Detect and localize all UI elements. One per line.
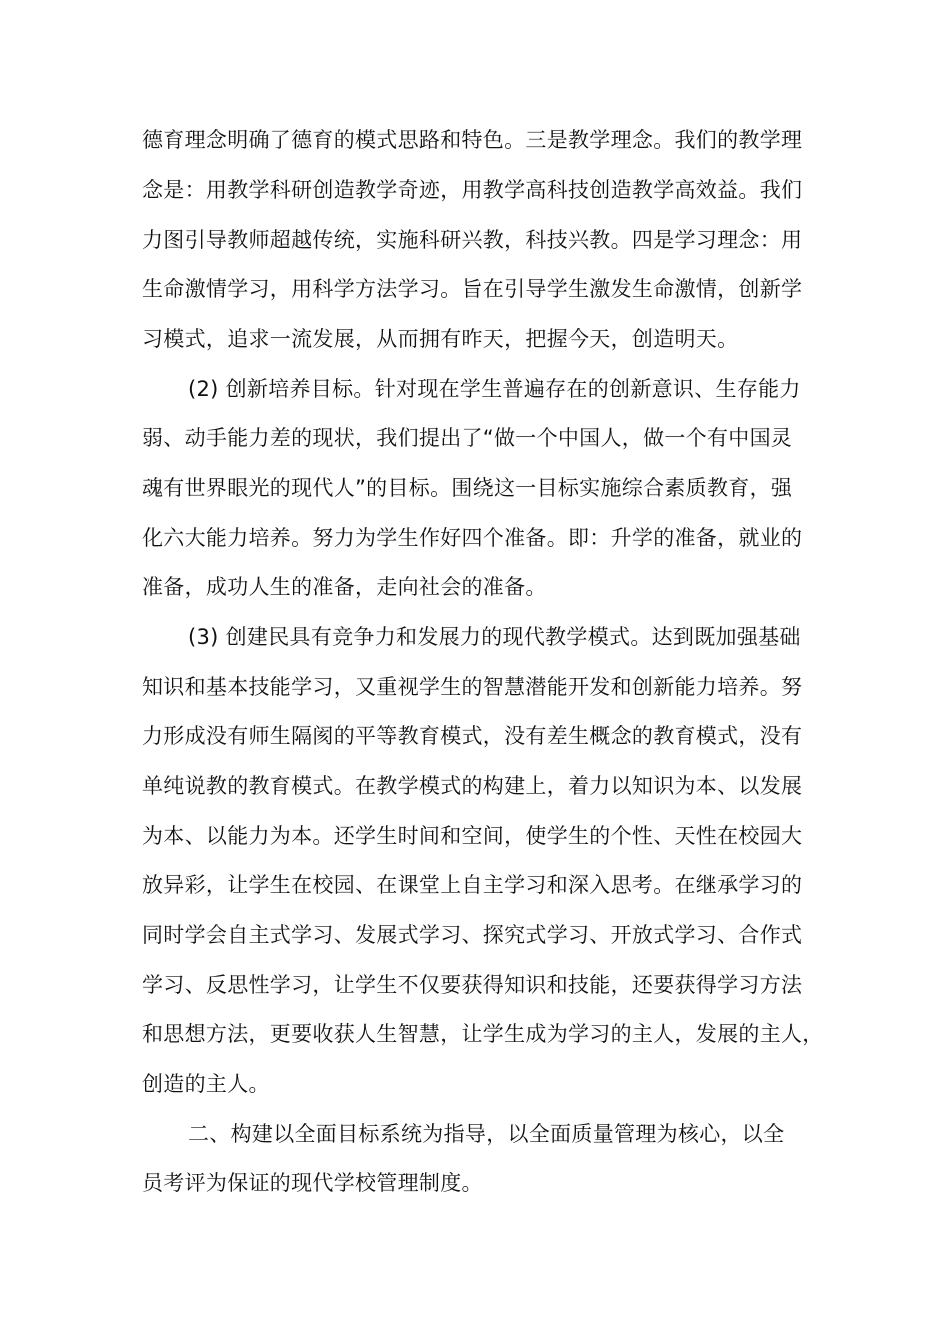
text-line: 力形成没有师生隔阂的平等教育模式，没有差生概念的教育模式，没有: [142, 724, 803, 748]
text-line: 魂有世界眼光的现代人”的目标。围绕这一目标实施综合素质教育，强: [142, 476, 793, 500]
text-line: 单纯说教的教育模式。在教学模式的构建上，着力以知识为本、以发展: [142, 774, 803, 798]
text-line: 创造的主人。: [142, 1072, 270, 1096]
text-line: 放异彩，让学生在校园、在课堂上自主学习和深入思考。在继承学习的: [142, 873, 803, 897]
section-heading-line: 二、构建以全面目标系统为指导，以全面质量管理为核心，以全: [188, 1122, 785, 1146]
text-line: 为本、以能力为本。还学生时间和空间，使学生的个性、天性在校园大: [142, 824, 803, 848]
paragraph-start-line: (3) 创建民具有竞争力和发展力的现代教学模式。达到既加强基础: [188, 625, 801, 649]
text-line: 德育理念明确了德育的模式思路和特色。三是教学理念。我们的教学理: [142, 128, 803, 152]
paragraph-start-line: (2) 创新培养目标。针对现在学生普遍存在的创新意识、生存能力: [188, 377, 801, 401]
text-line: 生命激情学习，用科学方法学习。旨在引导学生激发生命激情，创新学: [142, 277, 803, 301]
text-line: 化六大能力培养。努力为学生作好四个准备。即：升学的准备，就业的: [142, 526, 803, 550]
text-line: 习模式，追求一流发展，从而拥有昨天，把握今天，创造明天。: [142, 327, 739, 351]
text-line: 准备，成功人生的准备，走向社会的准备。: [142, 575, 547, 599]
text-line: 和思想方法，更要收获人生智慧，让学生成为学习的主人，发展的主人，: [142, 1022, 824, 1046]
section-heading-line: 员考评为保证的现代学校管理制度。: [142, 1171, 483, 1195]
text-line: 学习、反思性学习，让学生不仅要获得知识和技能，还要获得学习方法: [142, 973, 803, 997]
text-line: 念是：用教学科研创造教学奇迹，用教学高科技创造教学高效益。我们: [142, 178, 803, 202]
text-line: 同时学会自主式学习、发展式学习、探究式学习、开放式学习、合作式: [142, 923, 803, 947]
text-line: 力图引导教师超越传统，实施科研兴教，科技兴教。四是学习理念：用: [142, 228, 803, 252]
text-line: 弱、动手能力差的现状，我们提出了“做一个中国人，做一个有中国灵: [142, 426, 793, 450]
text-line: 知识和基本技能学习，又重视学生的智慧潜能开发和创新能力培养。努: [142, 675, 803, 699]
